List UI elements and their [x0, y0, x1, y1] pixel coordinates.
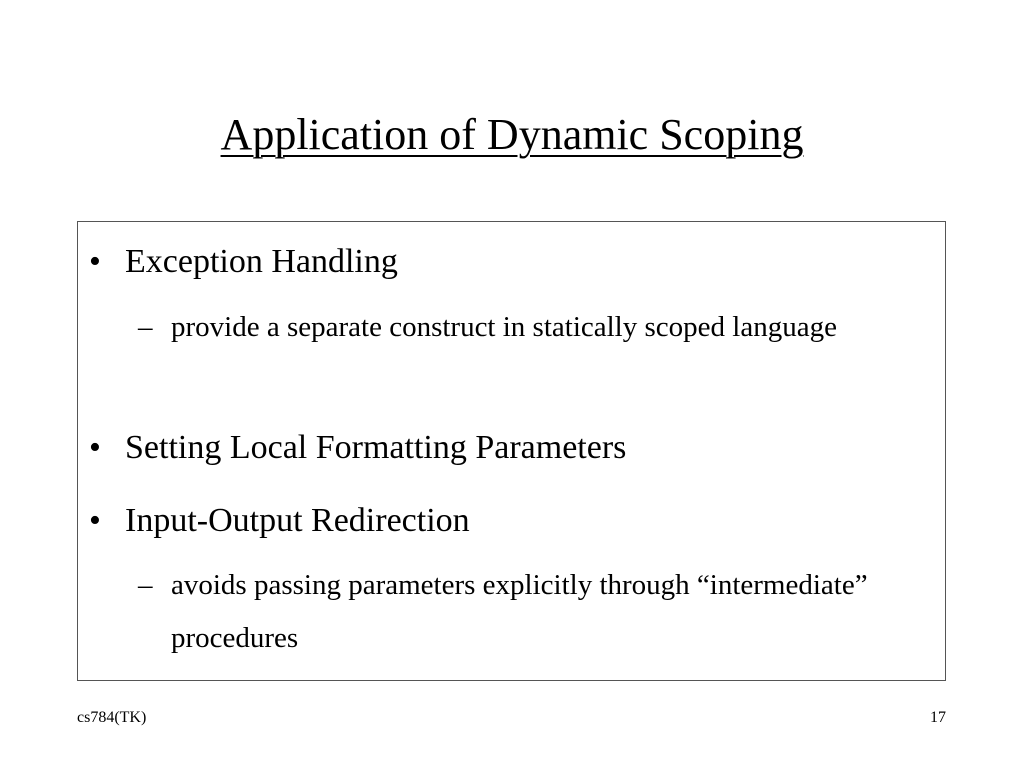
bullet-marker: • [89, 502, 101, 539]
sub-marker: – [138, 569, 153, 601]
slide-number: 17 [930, 709, 946, 726]
bullet-text: Exception Handling [125, 243, 398, 280]
bullet-marker: • [89, 429, 101, 466]
bullet-marker: • [89, 243, 101, 280]
slide-title: Application of Dynamic Scoping [220, 110, 804, 159]
footer-course-label: cs784(TK) [77, 709, 147, 726]
sub-text: avoids passing parameters explicitly through “intermediate” procedures [171, 569, 868, 654]
bullet-text: Input-Output Redirection [125, 502, 470, 539]
sub-marker: – [138, 311, 153, 343]
sub-text: provide a separate construct in statically scoped language [171, 311, 837, 343]
bullet-text: Setting Local Formatting Parameters [125, 429, 627, 466]
content-box [77, 221, 946, 681]
